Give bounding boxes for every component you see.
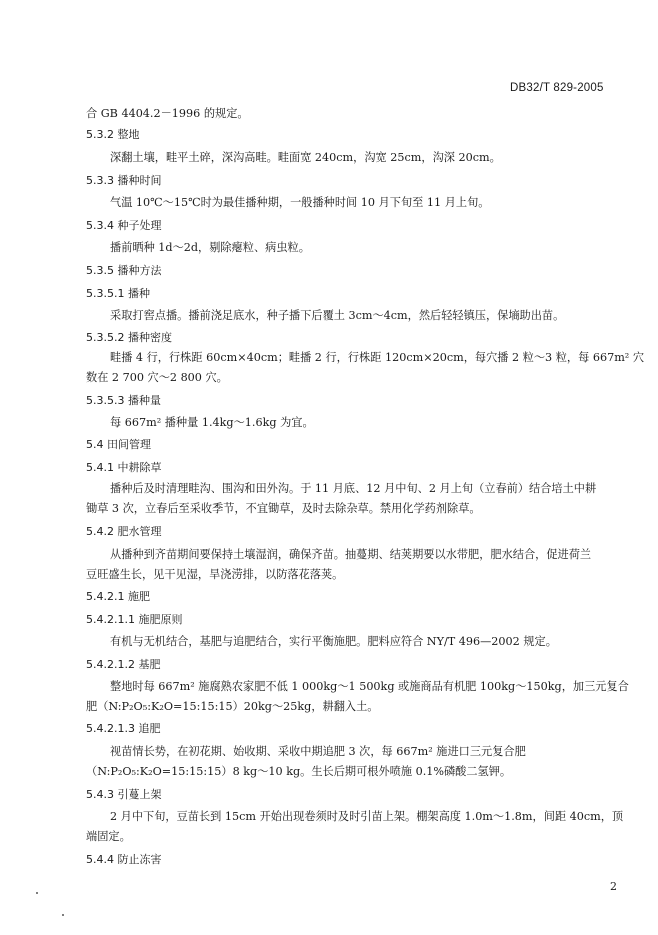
body-text: （N:P₂O₅:K₂O=15:15:15）8 kg～10 kg。生长后期可根外喷施 0.1%磷酸二氢钾。	[86, 765, 512, 778]
body-text: 深翻土壤，畦平土碎，深沟高畦。畦面宽 240cm，沟宽 25cm，沟深 20cm。	[110, 151, 501, 164]
standard-code: DB32/T 829-2005	[510, 82, 604, 94]
section-heading: 5.4.2 肥水管理	[86, 525, 162, 538]
scan-speck	[62, 914, 64, 916]
section-heading: 5.3.2 整地	[86, 128, 140, 141]
section-heading: 5.3.5.2 播种密度	[86, 331, 172, 344]
body-text: 整地时每 667m² 施腐熟农家肥不低 1 000kg～1 500kg 或施商品有机肥 100kg～150kg，加三元复合	[110, 680, 629, 693]
section-heading: 5.3.3 播种时间	[86, 174, 162, 187]
section-heading: 5.4.2.1.1 施肥原则	[86, 613, 183, 626]
section-heading: 5.4.4 防止冻害	[86, 853, 162, 866]
body-text: 肥（N:P₂O₅:K₂O=15:15:15）20kg～25kg，耕翻入土。	[86, 700, 379, 713]
body-text: 豆旺盛生长，见干见湿，旱浇涝排，以防落花落荚。	[86, 568, 344, 581]
section-heading: 5.4.1 中耕除草	[86, 461, 162, 474]
body-text: 每 667m² 播种量 1.4kg～1.6kg 为宜。	[110, 416, 314, 429]
body-text: 端固定。	[86, 830, 131, 843]
section-heading: 5.4.2.1 施肥	[86, 590, 150, 603]
body-text: 播种后及时清理畦沟、围沟和田外沟。于 11 月底、12 月中旬、2 月上旬（立春前）结合培土中耕	[110, 482, 597, 495]
section-heading: 5.4.3 引蔓上架	[86, 788, 162, 801]
body-text: 合 GB 4404.2－1996 的规定。	[86, 107, 249, 120]
section-heading: 5.3.4 种子处理	[86, 219, 162, 232]
section-heading: 5.4.2.1.2 基肥	[86, 658, 161, 671]
section-heading: 5.4.2.1.3 追肥	[86, 722, 161, 735]
body-text: 锄草 3 次，立春后至采收季节，不宜锄草，及时去除杂草。禁用化学药剂除草。	[86, 502, 481, 515]
page-number: 2	[610, 880, 617, 893]
body-text: 采取打窖点播。播前浇足底水，种子播下后覆土 3cm～4cm，然后轻轻镇压，保墒助出苗。	[110, 309, 565, 322]
body-text: 有机与无机结合，基肥与追肥结合，实行平衡施肥。肥料应符合 NY/T 496—2002 规定。	[110, 635, 557, 648]
section-heading: 5.4 田间管理	[86, 438, 151, 451]
body-text: 从播种到齐苗期间要保持土壤湿润，确保齐苗。抽蔓期、结荚期要以水带肥，肥水结合，促进荷兰	[110, 548, 592, 561]
body-text: 畦播 4 行，行株距 60cm×40cm；畦播 2 行，行株距 120cm×20cm，每穴播 2 粒～3 粒，每 667m² 穴	[110, 351, 645, 364]
scan-speck	[36, 892, 38, 894]
body-text: 2 月中下旬，豆苗长到 15cm 开始出现卷须时及时引苗上架。棚架高度 1.0m～1.8m，间距 40cm，顶	[110, 810, 624, 823]
body-text: 数在 2 700 穴～2 800 穴。	[86, 371, 228, 384]
body-text: 播前晒种 1d～2d，剔除瘪粒、病虫粒。	[110, 241, 310, 254]
body-text: 气温 10℃～15℃时为最佳播种期，一般播种时间 10 月下旬至 11 月上旬。	[110, 196, 490, 209]
body-text: 视苗情长势，在初花期、始收期、采收中期追肥 3 次，每 667m² 施进口三元复合肥	[110, 745, 526, 758]
section-heading: 5.3.5.3 播种量	[86, 394, 161, 407]
section-heading: 5.3.5.1 播种	[86, 287, 150, 300]
section-heading: 5.3.5 播种方法	[86, 264, 162, 277]
